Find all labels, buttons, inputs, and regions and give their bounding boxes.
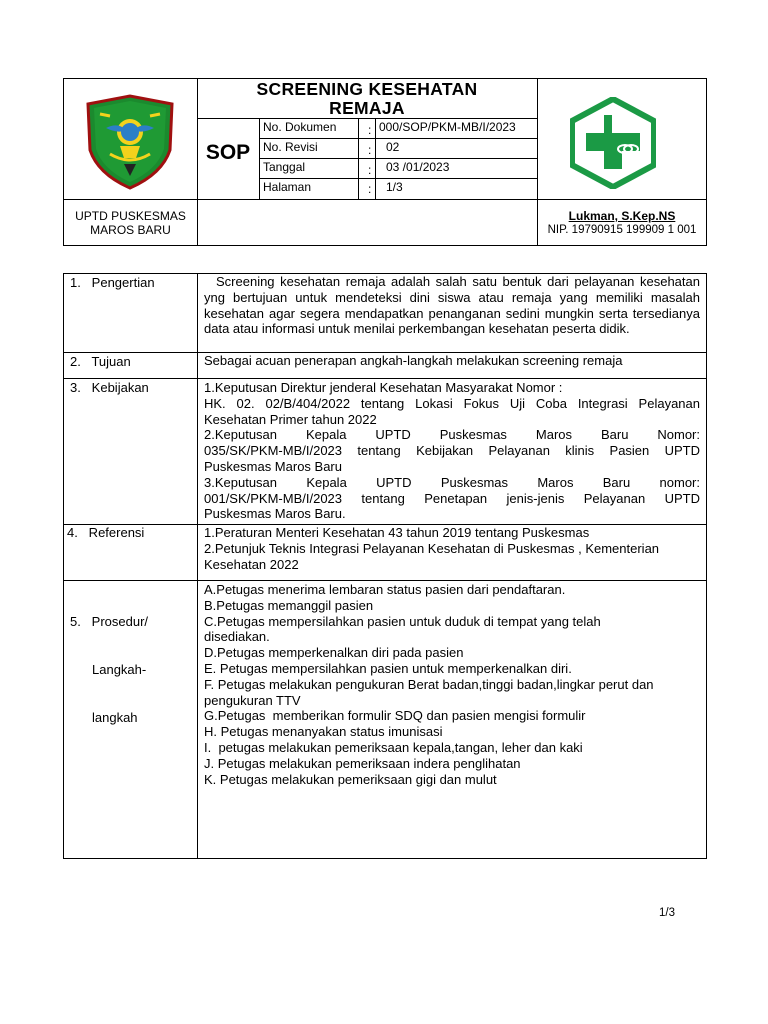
prosedur-label-line-1: 5. Prosedur/ — [70, 614, 149, 629]
tujuan-label: 2. Tujuan — [70, 354, 131, 369]
page-number: 1/3 — [659, 907, 675, 919]
prosedur-step: K. Petugas melakukan pemeriksaan gigi dan mulut — [204, 771, 497, 787]
signer-nip: NIP. 19790915 199909 1 001 — [547, 224, 697, 236]
puskesmas-cross-logo-icon — [570, 97, 656, 189]
signer-name: Lukman, S.Kep.NS — [568, 209, 676, 223]
referensi-label: 4. Referensi — [67, 525, 145, 540]
sop-header-table — [63, 78, 707, 246]
title-line-1: SCREENING KESEHATAN — [256, 79, 478, 99]
prosedur-step: C.Petugas mempersilahkan pasien untuk duduk di tempat yang telah — [204, 613, 601, 629]
referensi-line: 2.Petunjuk Teknis Integrasi Pelayanan Kesehatan di Puskesmas , Kementerian — [204, 540, 660, 556]
meta-label-3: Halaman — [263, 180, 312, 194]
meta-value-1: 02 — [386, 140, 400, 154]
meta-sep-0: : — [368, 123, 372, 137]
organization-name — [64, 209, 197, 237]
tujuan-text: Sebagai acuan penerapan angkah-langkah melakukan screening remaja — [204, 353, 623, 368]
document-title — [197, 80, 537, 118]
meta-sep-3: : — [368, 182, 372, 196]
meta-label-1: No. Revisi — [263, 140, 318, 154]
referensi-line: Kesehatan 2022 — [204, 556, 299, 572]
kebijakan-line: 1.Keputusan Direktur jenderal Kesehatan Masyarakat Nomor : — [204, 380, 563, 395]
pengertian-text: Screening kesehatan remaja adalah salah satu bentuk dari pelayanan kesehatan yng bertujuan untuk mendeteksi dini siswa atau remaja yang memiliki masalah kesehatan agar segera mendapatkan penanganan sedini mungkin serta tersedianya data atau informasi untuk menilai perkembangan kesehatan peserta didik. — [204, 274, 700, 337]
prosedur-step: B.Petugas memanggil pasien — [204, 597, 374, 613]
org-line-2: MAROS BARU — [90, 223, 171, 237]
row-divider-4 — [64, 580, 706, 581]
header-divider-horizontal — [64, 199, 706, 200]
pengertian-label: 1. Pengertian — [70, 275, 155, 290]
prosedur-step: F. Petugas melakukan pengukuran Berat badan,tinggi badan,lingkar perut dan — [204, 676, 654, 692]
prosedur-label-line-2: Langkah- — [92, 662, 147, 677]
referensi-line: 1.Peraturan Menteri Kesehatan 43 tahun 2019 tentang Puskesmas — [204, 525, 590, 540]
referensi-text — [204, 525, 700, 572]
kebijakan-line: 2.Keputusan Kepala UPTD Puskesmas Maros Baru Nomor: — [204, 427, 700, 443]
signer-block — [537, 209, 707, 237]
kebijakan-line: Kesehatan Primer tahun 2022 — [204, 411, 377, 427]
meta-label-0: No. Dokumen — [263, 120, 337, 134]
kebijakan-line: 001/SK/PKM-MB/I/2023 tentang Penetapan jenis-jenis Pelayanan UPTD — [204, 490, 700, 506]
meta-sep-1: : — [368, 143, 372, 157]
prosedur-step: pengukuran TTV — [204, 692, 301, 708]
sop-label: SOP — [205, 141, 251, 164]
kebijakan-line: Puskesmas Maros Baru — [204, 458, 342, 474]
prosedur-step: H. Petugas menanyakan status imunisasi — [204, 724, 443, 740]
prosedur-label — [70, 582, 148, 758]
row-divider-2 — [64, 378, 706, 379]
prosedur-step: G.Petugas memberikan formulir SDQ dan pasien mengisi formulir — [204, 708, 586, 724]
prosedur-step: E. Petugas mempersilahkan pasien untuk memperkenalkan diri. — [204, 660, 572, 676]
prosedur-step: I. petugas melakukan pemeriksaan kepala,tangan, leher dan kaki — [204, 739, 583, 755]
prosedur-label-line-3: langkah — [92, 710, 138, 725]
kebijakan-label: 3. Kebijakan — [70, 380, 149, 395]
kebijakan-line: Puskesmas Maros Baru. — [204, 506, 346, 522]
prosedur-step: disediakan. — [204, 629, 270, 645]
title-line-2: REMAJA — [329, 98, 405, 118]
kebijakan-text — [204, 380, 700, 522]
meta-sep-2: : — [368, 163, 372, 177]
sop-content-table — [63, 273, 707, 859]
kebijakan-line: 3.Keputusan Kepala UPTD Puskesmas Maros Baru nomor: — [204, 474, 700, 490]
meta-value-2: 03 /01/2023 — [386, 160, 450, 174]
prosedur-step: D.Petugas memperkenalkan diri pada pasien — [204, 645, 464, 661]
maros-regency-emblem-icon — [80, 92, 180, 192]
meta-value-3: 1/3 — [386, 180, 403, 194]
meta-value-0: 000/SOP/PKM-MB/I/2023 — [379, 120, 516, 134]
org-line-1: UPTD PUSKESMAS — [75, 209, 186, 223]
prosedur-step: A.Petugas menerima lembaran status pasien dari pendaftaran. — [204, 582, 566, 597]
meta-label-2: Tanggal — [263, 160, 306, 174]
kebijakan-line: HK. 02. 02/B/404/2022 tentang Lokasi Fokus Uji Coba Integrasi Pelayanan — [204, 395, 700, 411]
kebijakan-line: 035/SK/PKM-MB/I/2023 tentang Kebijakan Pelayanan klinis Pasien UPTD — [204, 443, 700, 459]
prosedur-step: J. Petugas melakukan pemeriksaan indera penglihatan — [204, 755, 521, 771]
content-col-divider — [197, 274, 198, 858]
prosedur-steps — [204, 582, 700, 787]
